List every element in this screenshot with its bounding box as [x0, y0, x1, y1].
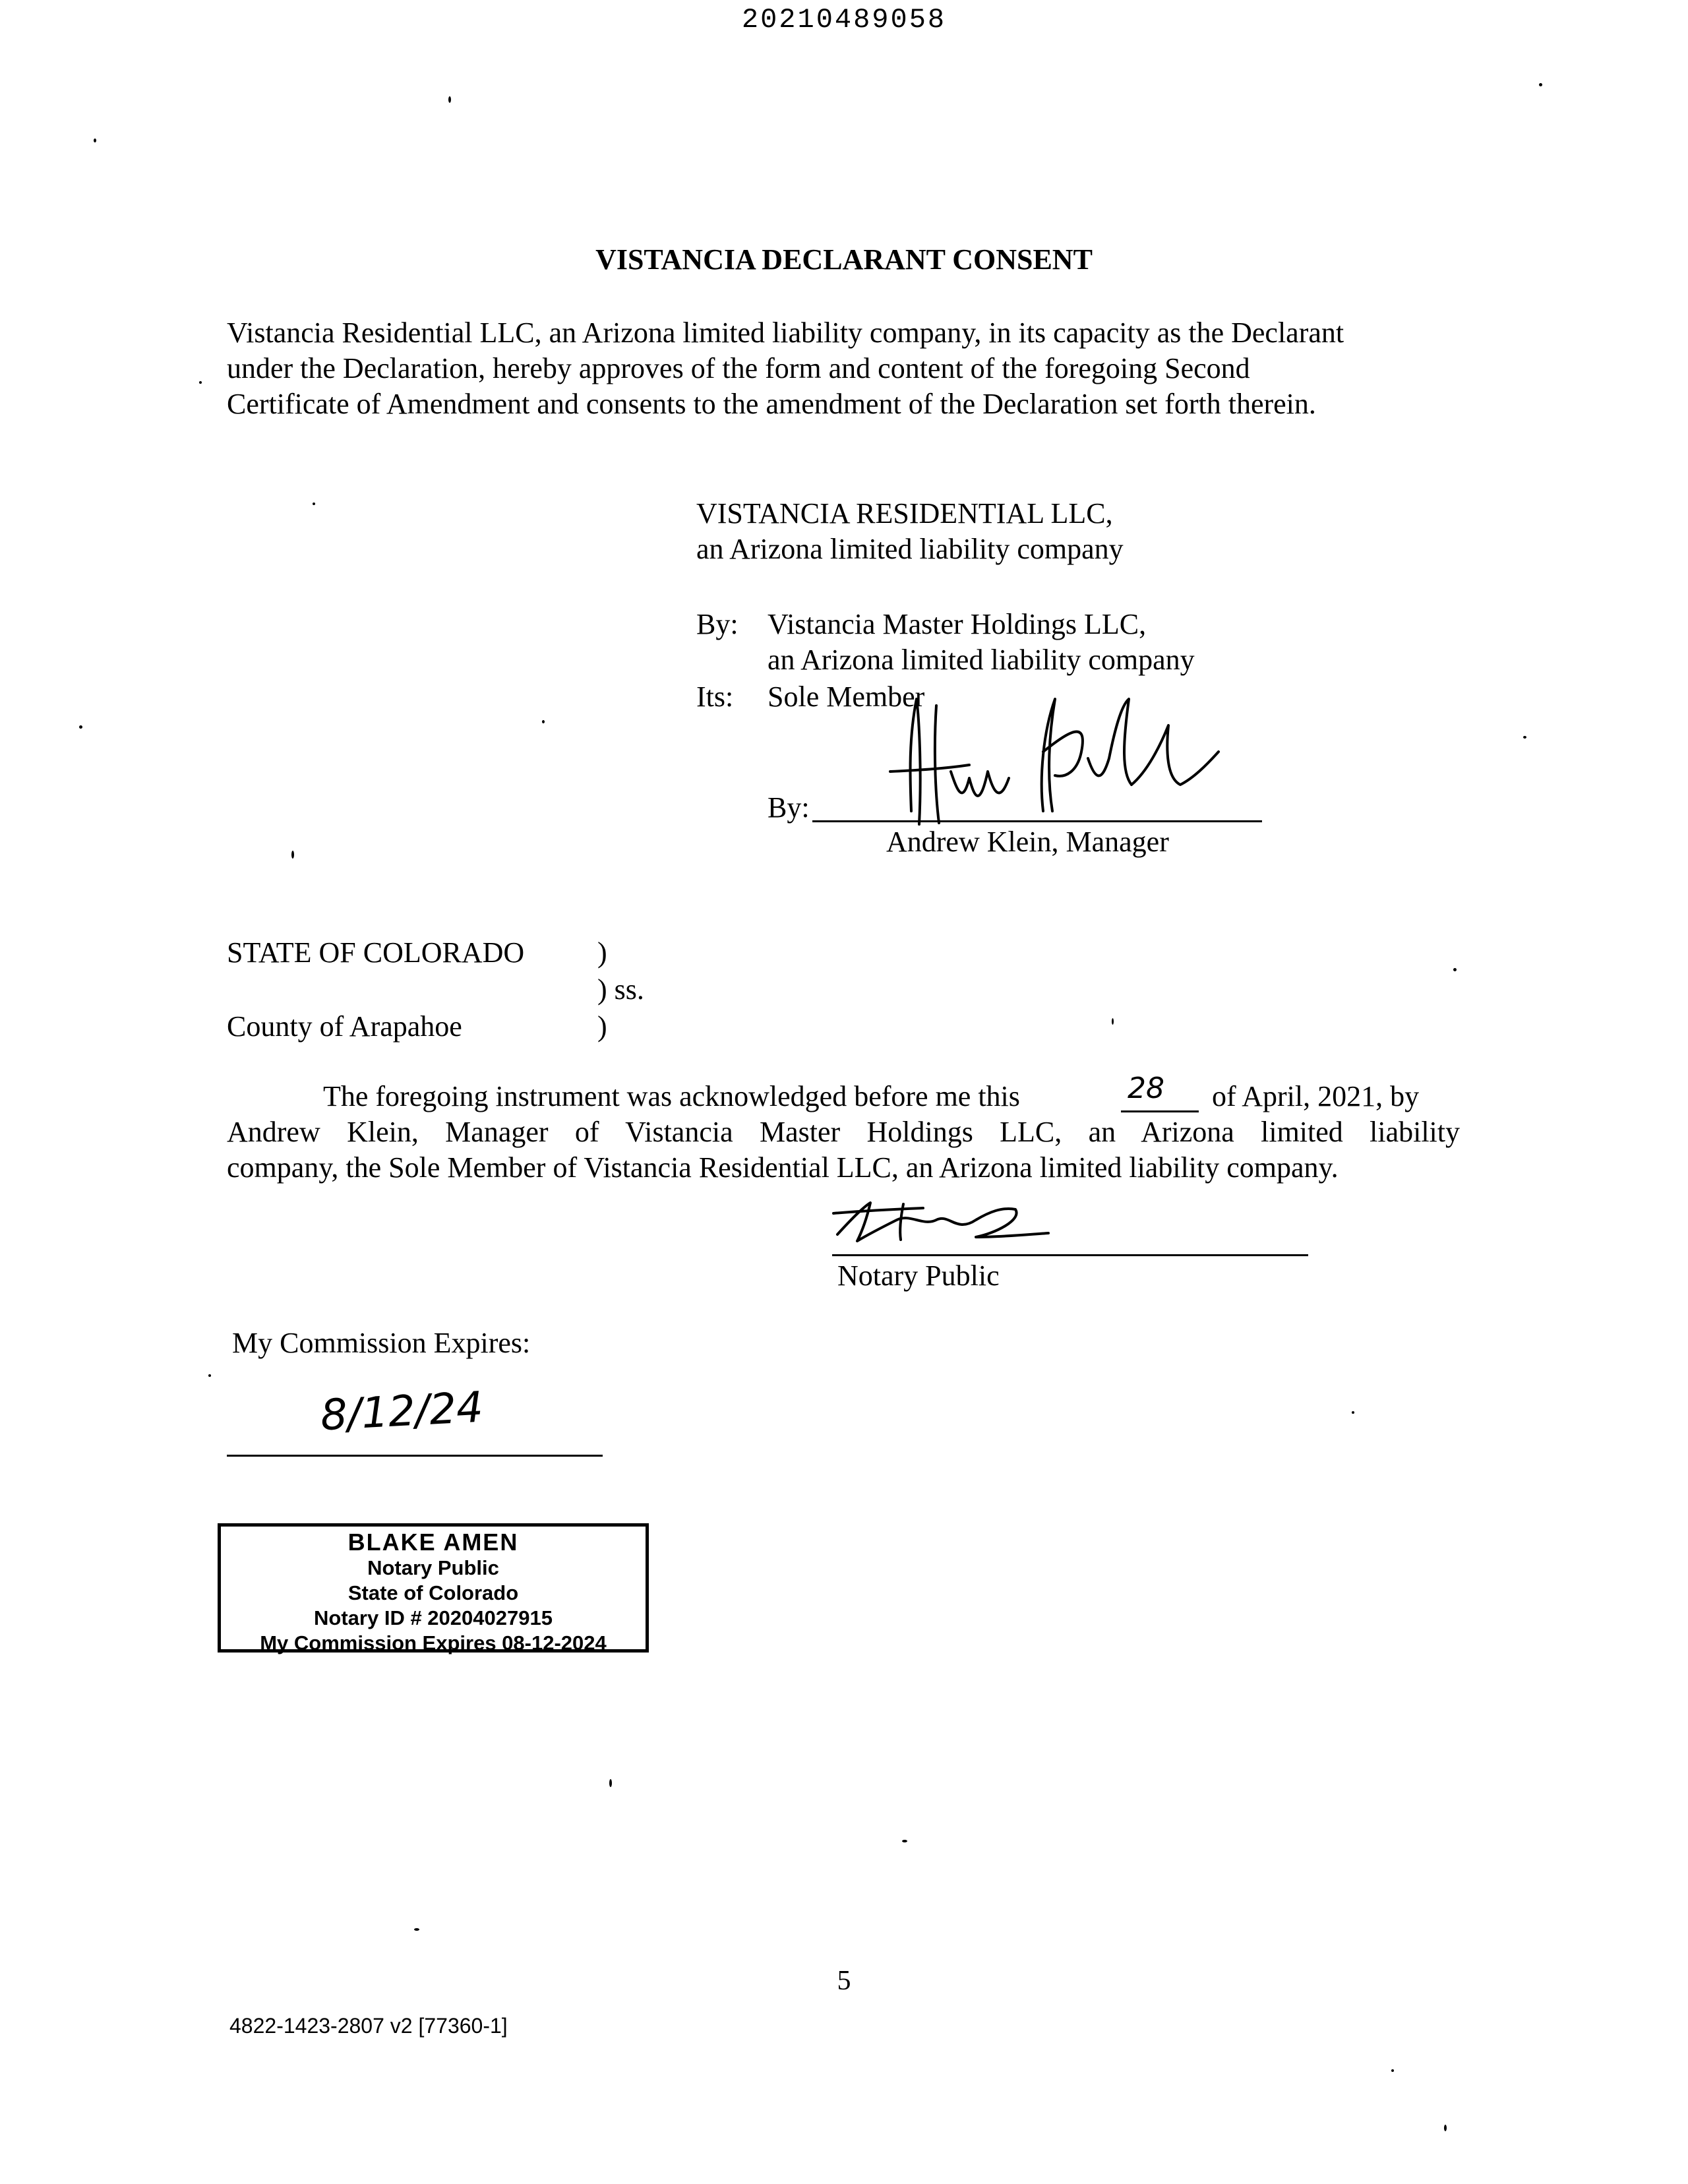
signature-andrew-klein	[870, 679, 1226, 837]
notary-title: Notary Public	[837, 1259, 1000, 1292]
scan-speck	[94, 138, 96, 142]
stamp-title: Notary Public	[367, 1556, 499, 1579]
notary-stamp	[218, 1523, 649, 1653]
scan-speck	[609, 1779, 612, 1787]
consent-line: under the Declaration, hereby approves of the form and content of the foregoing Second	[227, 352, 1250, 384]
scan-speck	[1444, 2125, 1447, 2131]
commission-label: My Commission Expires:	[232, 1327, 531, 1359]
page-number: 5	[837, 1966, 851, 1996]
consent-line: Vistancia Residential LLC, an Arizona limited liability company, in its capacity as the Declarant	[227, 317, 1344, 349]
scan-speck	[1391, 2069, 1394, 2072]
scan-speck	[902, 1840, 907, 1842]
its-value: Sole Member	[768, 681, 925, 713]
notary-signature-line	[832, 1254, 1308, 1256]
document-id: 4822-1423-2807 v2 [77360-1]	[229, 2014, 508, 2038]
scan-speck	[208, 1374, 211, 1377]
commission-date-line	[227, 1455, 603, 1457]
consent-line: Certificate of Amendment and consents to the amendment of the Declaration set forth therein.	[227, 388, 1316, 420]
venue-county: County of Arapahoe	[227, 1010, 462, 1043]
stamp-state: State of Colorado	[347, 1581, 519, 1604]
commission-date-handwritten: 8/12/24	[319, 1383, 485, 1441]
sign-by-label: By:	[768, 791, 810, 824]
acknowledgment-line: company, the Sole Member of Vistancia Residential LLC, an Arizona limited liability company.	[227, 1151, 1339, 1184]
signer-name: Andrew Klein, Manager	[886, 826, 1169, 858]
by-entity: Vistancia Master Holdings LLC,	[768, 608, 1147, 640]
scan-speck	[542, 720, 545, 723]
scan-speck	[79, 725, 82, 729]
stamp-name: BLAKE AMEN	[347, 1529, 519, 1556]
notary-signature	[824, 1194, 1062, 1253]
scan-speck	[1112, 1018, 1114, 1025]
scan-speck	[1539, 83, 1542, 86]
entity-name: VISTANCIA RESIDENTIAL LLC,	[696, 497, 1113, 530]
stamp-expires: My Commission Expires 08-12-2024	[260, 1631, 607, 1654]
scan-speck	[1453, 968, 1457, 971]
venue-state: STATE OF COLORADO	[227, 936, 525, 969]
recording-number: 20210489058	[741, 4, 947, 36]
consent-paragraph	[227, 315, 1466, 422]
venue-paren: )	[597, 1010, 607, 1043]
scan-speck	[1352, 1411, 1354, 1414]
scan-speck	[414, 1928, 419, 1931]
day-blank-line	[1121, 1110, 1199, 1112]
document-title: VISTANCIA DECLARANT CONSENT	[595, 243, 1093, 276]
scan-speck	[1523, 736, 1526, 739]
by-entity-description: an Arizona limited liability company	[768, 644, 1195, 676]
scan-speck	[199, 381, 202, 384]
acknowledgment-month-year: of April, 2021, by	[1212, 1080, 1420, 1112]
stamp-notary-id: Notary ID # 20204027915	[314, 1606, 553, 1629]
acknowledgment-day-handwritten: 28	[1128, 1072, 1164, 1105]
entity-description: an Arizona limited liability company	[696, 533, 1124, 565]
scan-speck	[313, 502, 315, 505]
acknowledgment-intro: The foregoing instrument was acknowledged before me this	[323, 1080, 1020, 1112]
scan-speck	[448, 96, 451, 103]
its-label: Its:	[696, 681, 734, 713]
by-label: By:	[696, 608, 738, 640]
venue-paren: )	[597, 936, 607, 969]
acknowledgment-line: Andrew Klein, Manager of Vistancia Master Holdings LLC, an Arizona limited liability	[227, 1116, 1460, 1148]
scan-speck	[291, 851, 294, 859]
venue-ss: ) ss.	[597, 973, 644, 1006]
